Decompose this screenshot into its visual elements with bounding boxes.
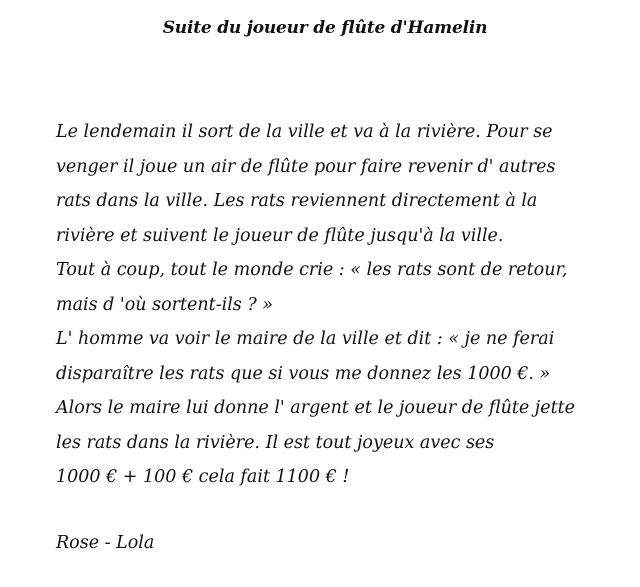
text-line: Tout à coup, tout le monde crie : « les rats sont de retour, — [56, 260, 568, 280]
text-line: 1000 € + 100 € cela fait 1100 € ! — [56, 467, 350, 487]
document-title: Suite du joueur de flûte d'Hamelin — [162, 18, 488, 38]
text-line: mais d 'où sortent-ils ? » — [56, 294, 273, 315]
story-paragraph — [56, 115, 631, 495]
text-line: rivière et suivent le joueur de flûte jusqu'à la ville. — [56, 225, 504, 246]
text-line: venger il joue un air de flûte pour faire revenir d' autres — [56, 156, 556, 177]
text-line: rats dans la ville. Les rats reviennent directement à la — [56, 191, 538, 211]
text-line: Alors le maire lui donne l' argent et le joueur de flûte jette — [56, 398, 576, 418]
text-line: disparaître les rats que si vous me donnez les 1000 €. » — [56, 363, 551, 384]
text-line: Le lendemain il sort de la ville et va à la rivière. Pour se — [56, 122, 553, 142]
text-line: les rats dans la rivière. Il est tout joyeux avec ses — [56, 432, 495, 453]
text-line: L' homme va voir le maire de la ville et dit : « je ne ferai — [56, 329, 555, 349]
author-signature: Rose - Lola — [56, 533, 155, 553]
